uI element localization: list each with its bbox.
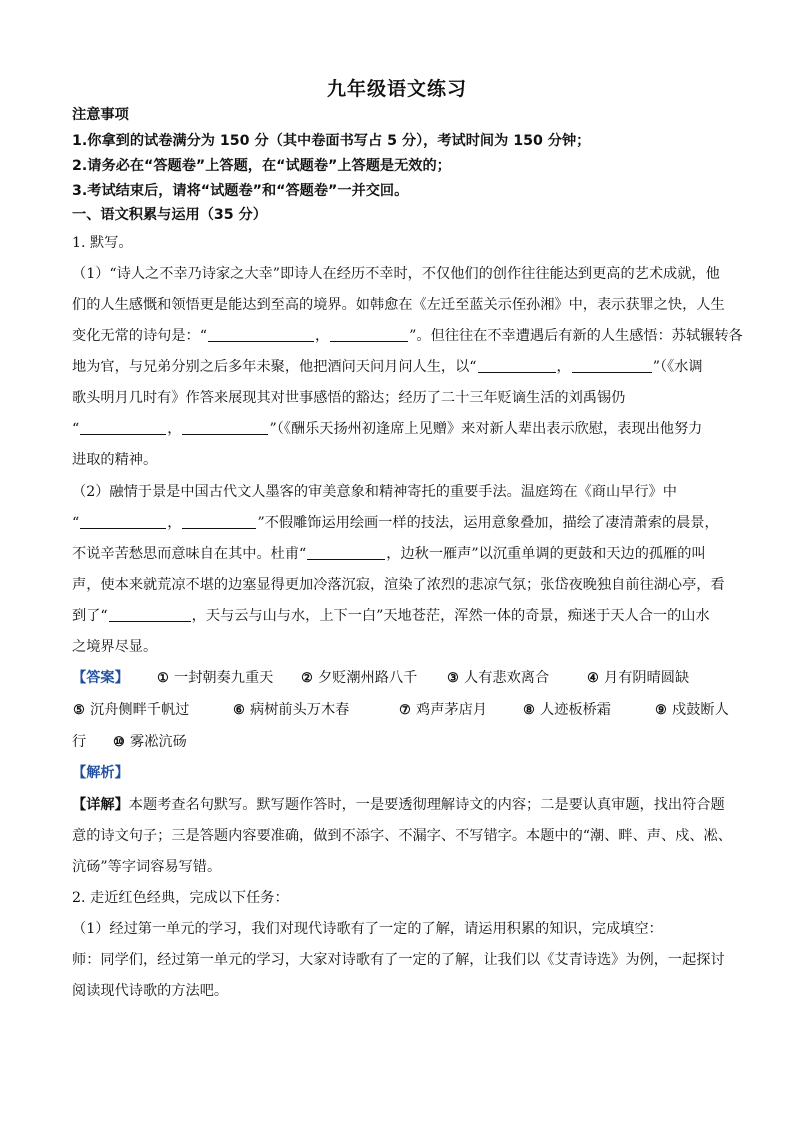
text: “ [72,515,80,531]
answer-row-3 [72,732,732,753]
text: ， [314,328,330,344]
q1-p2-line-6: 之境界尽显。 [72,639,158,655]
detail-line-1 [72,795,732,815]
answer-wrap-text: 行 [72,734,87,750]
question-1-label: 1. 默写。 [72,235,133,251]
answer-blank[interactable] [478,358,556,373]
answer-blank[interactable] [182,514,256,529]
notice-item-1: 1.你拿到的试卷满分为 150 分（其中卷面书写占 5 分），考试时间为 150 分钟； [72,133,591,149]
answer-row-1 [72,668,732,689]
q1-p2-line-3 [72,544,732,564]
q2-line-1: （1）经过第一单元的学习，我们对现代诗歌有了一定的了解，请运用积累的知识，完成填空： [72,921,663,937]
section-heading: 一、语文积累与运用（35 分） [72,207,267,223]
text: ， [167,515,182,531]
q2-line-2: 师：同学们，经过第一单元的学习，大家对诗歌有了一定的了解，让我们以《艾青诗选》为例，一起探讨 [72,952,725,968]
text: 本题考查名句默写。默写题作答时，一是要透彻理解诗文的内容；二是要认真审题，找出符合题 [128,797,725,813]
answer-blank[interactable] [572,358,652,373]
text: ”。但往往在不幸遭遇后有新的人生感悟：苏轼辗转各 [409,328,743,344]
answer-number: ⑥ [233,703,245,718]
answer-number: ⑧ [523,703,535,718]
answer-text: 沉舟侧畔千帆过 [90,702,190,718]
notice-item-2: 2.请务必在“答题卷”上答题，在“试题卷”上答题是无效的； [72,158,451,174]
answer-blank[interactable] [109,607,191,622]
answer-blank[interactable] [80,420,166,435]
answer-number: ① [157,671,169,686]
notice-item-3: 3.考试结束后，请将“试题卷”和“答题卷”一并交回。 [72,183,409,199]
notice-heading: 注意事项 [72,107,129,123]
q1-p2-line-4: 声，使本来就荒凉不堪的边塞显得更加冷落沉寂，渲染了浓烈的悲凉气氛；张岱夜晚独自前往湖心亭，看 [72,577,725,593]
q1-p2-line-5 [72,606,732,626]
q1-p2-line-1: （2）融情于景是中国古代文人墨客的审美意象和精神寄托的重要手法。温庭筠在《商山早行》中 [72,484,677,500]
answer-text: 戍鼓断人 [672,702,729,718]
text: ， [167,421,182,437]
q1-p1-line-1: （1）“诗人之不幸乃诗家之大幸”即诗人在经历不幸时，不仅他们的创作往往能达到更高的艺术成就，他 [72,266,720,282]
answer-blank[interactable] [208,327,314,342]
question-2-label: 2. 走近红色经典，完成以下任务： [72,890,289,906]
answer-text: 人有悲欢离合 [464,670,550,686]
q1-p2-line-2 [72,513,732,533]
answer-number: ⑦ [399,703,411,718]
answer-blank[interactable] [182,420,268,435]
q1-p1-line-5: 歌头明月几时有》作答来展现其对世事感悟的豁达；经历了二十三年贬谪生活的刘禹锡仍 [72,390,626,406]
answer-blank[interactable] [330,327,408,342]
text: 到了“ [72,608,108,624]
answer-text: 病树前头万木春 [250,702,350,718]
q2-line-3: 阅读现代诗歌的方法吧。 [72,983,229,999]
q1-p1-line-4 [72,357,732,377]
q1-p1-line-6 [72,419,732,439]
answer-blank[interactable] [307,545,385,560]
text: ”（《水调 [652,359,703,375]
answer-text: 雾凇沆砀 [130,734,187,750]
answer-number: ④ [587,671,599,686]
answer-number: ⑨ [655,703,667,718]
answer-number: ⑤ [73,703,85,718]
text: 地为官，与兄弟分别之后多年未聚，他把酒问天问月问人生，以“ [72,359,477,375]
answer-text: 一封朝奏九重天 [174,670,274,686]
detail-tag: 【详解】 [72,797,129,813]
q1-p1-line-3 [72,326,743,346]
answer-tag: 【答案】 [72,670,129,686]
text: 变化无常的诗句是：“ [72,328,207,344]
answer-blank[interactable] [80,514,166,529]
text: “ [72,421,80,437]
answer-text: 月有阴晴圆缺 [604,670,690,686]
q1-p1-line-7: 进取的精神。 [72,452,158,468]
page-title: 九年级语文练习 [326,78,467,100]
q1-p1-line-2: 们的人生感慨和领悟更是能达到至高的境界。如韩愈在《左迁至蓝关示侄孙湘》中，表示获罪之快，人生 [72,297,725,313]
answer-text: 人迹板桥霜 [540,702,611,718]
analysis-tag: 【解析】 [72,765,129,781]
text: ，边秋一雁声”以沉重单调的更鼓和天边的孤雁的叫 [386,546,706,562]
answer-number: ⑩ [113,735,125,750]
text: ”（《酬乐天扬州初逢席上见赠》来对新人辈出表示欣慰，表现出他努力 [269,421,703,437]
answer-text: 夕贬潮州路八千 [318,670,418,686]
answer-number: ③ [447,671,459,686]
detail-line-3: 沆砀”等字词容易写错。 [72,859,222,875]
text: ，天与云与山与水，上下一白”天地苍茫，浑然一体的奇景，痴迷于天人合一的山水 [191,608,710,624]
answer-text: 鸡声茅店月 [416,702,487,718]
answer-number: ② [301,671,313,686]
text: 不说辛苦愁思而意味自在其中。杜甫“ [72,546,307,562]
text: ， [556,359,571,375]
answer-row-2 [72,700,732,721]
detail-line-2: 意的诗文句子；三是答题内容要准确，做到不添字、不漏字、不写错字。本题中的“潮、畔、声、戍、凇、 [72,828,732,844]
text: ”不假雕饰运用绘画一样的技法，运用意象叠加，描绘了凄清萧索的晨景， [257,515,719,531]
